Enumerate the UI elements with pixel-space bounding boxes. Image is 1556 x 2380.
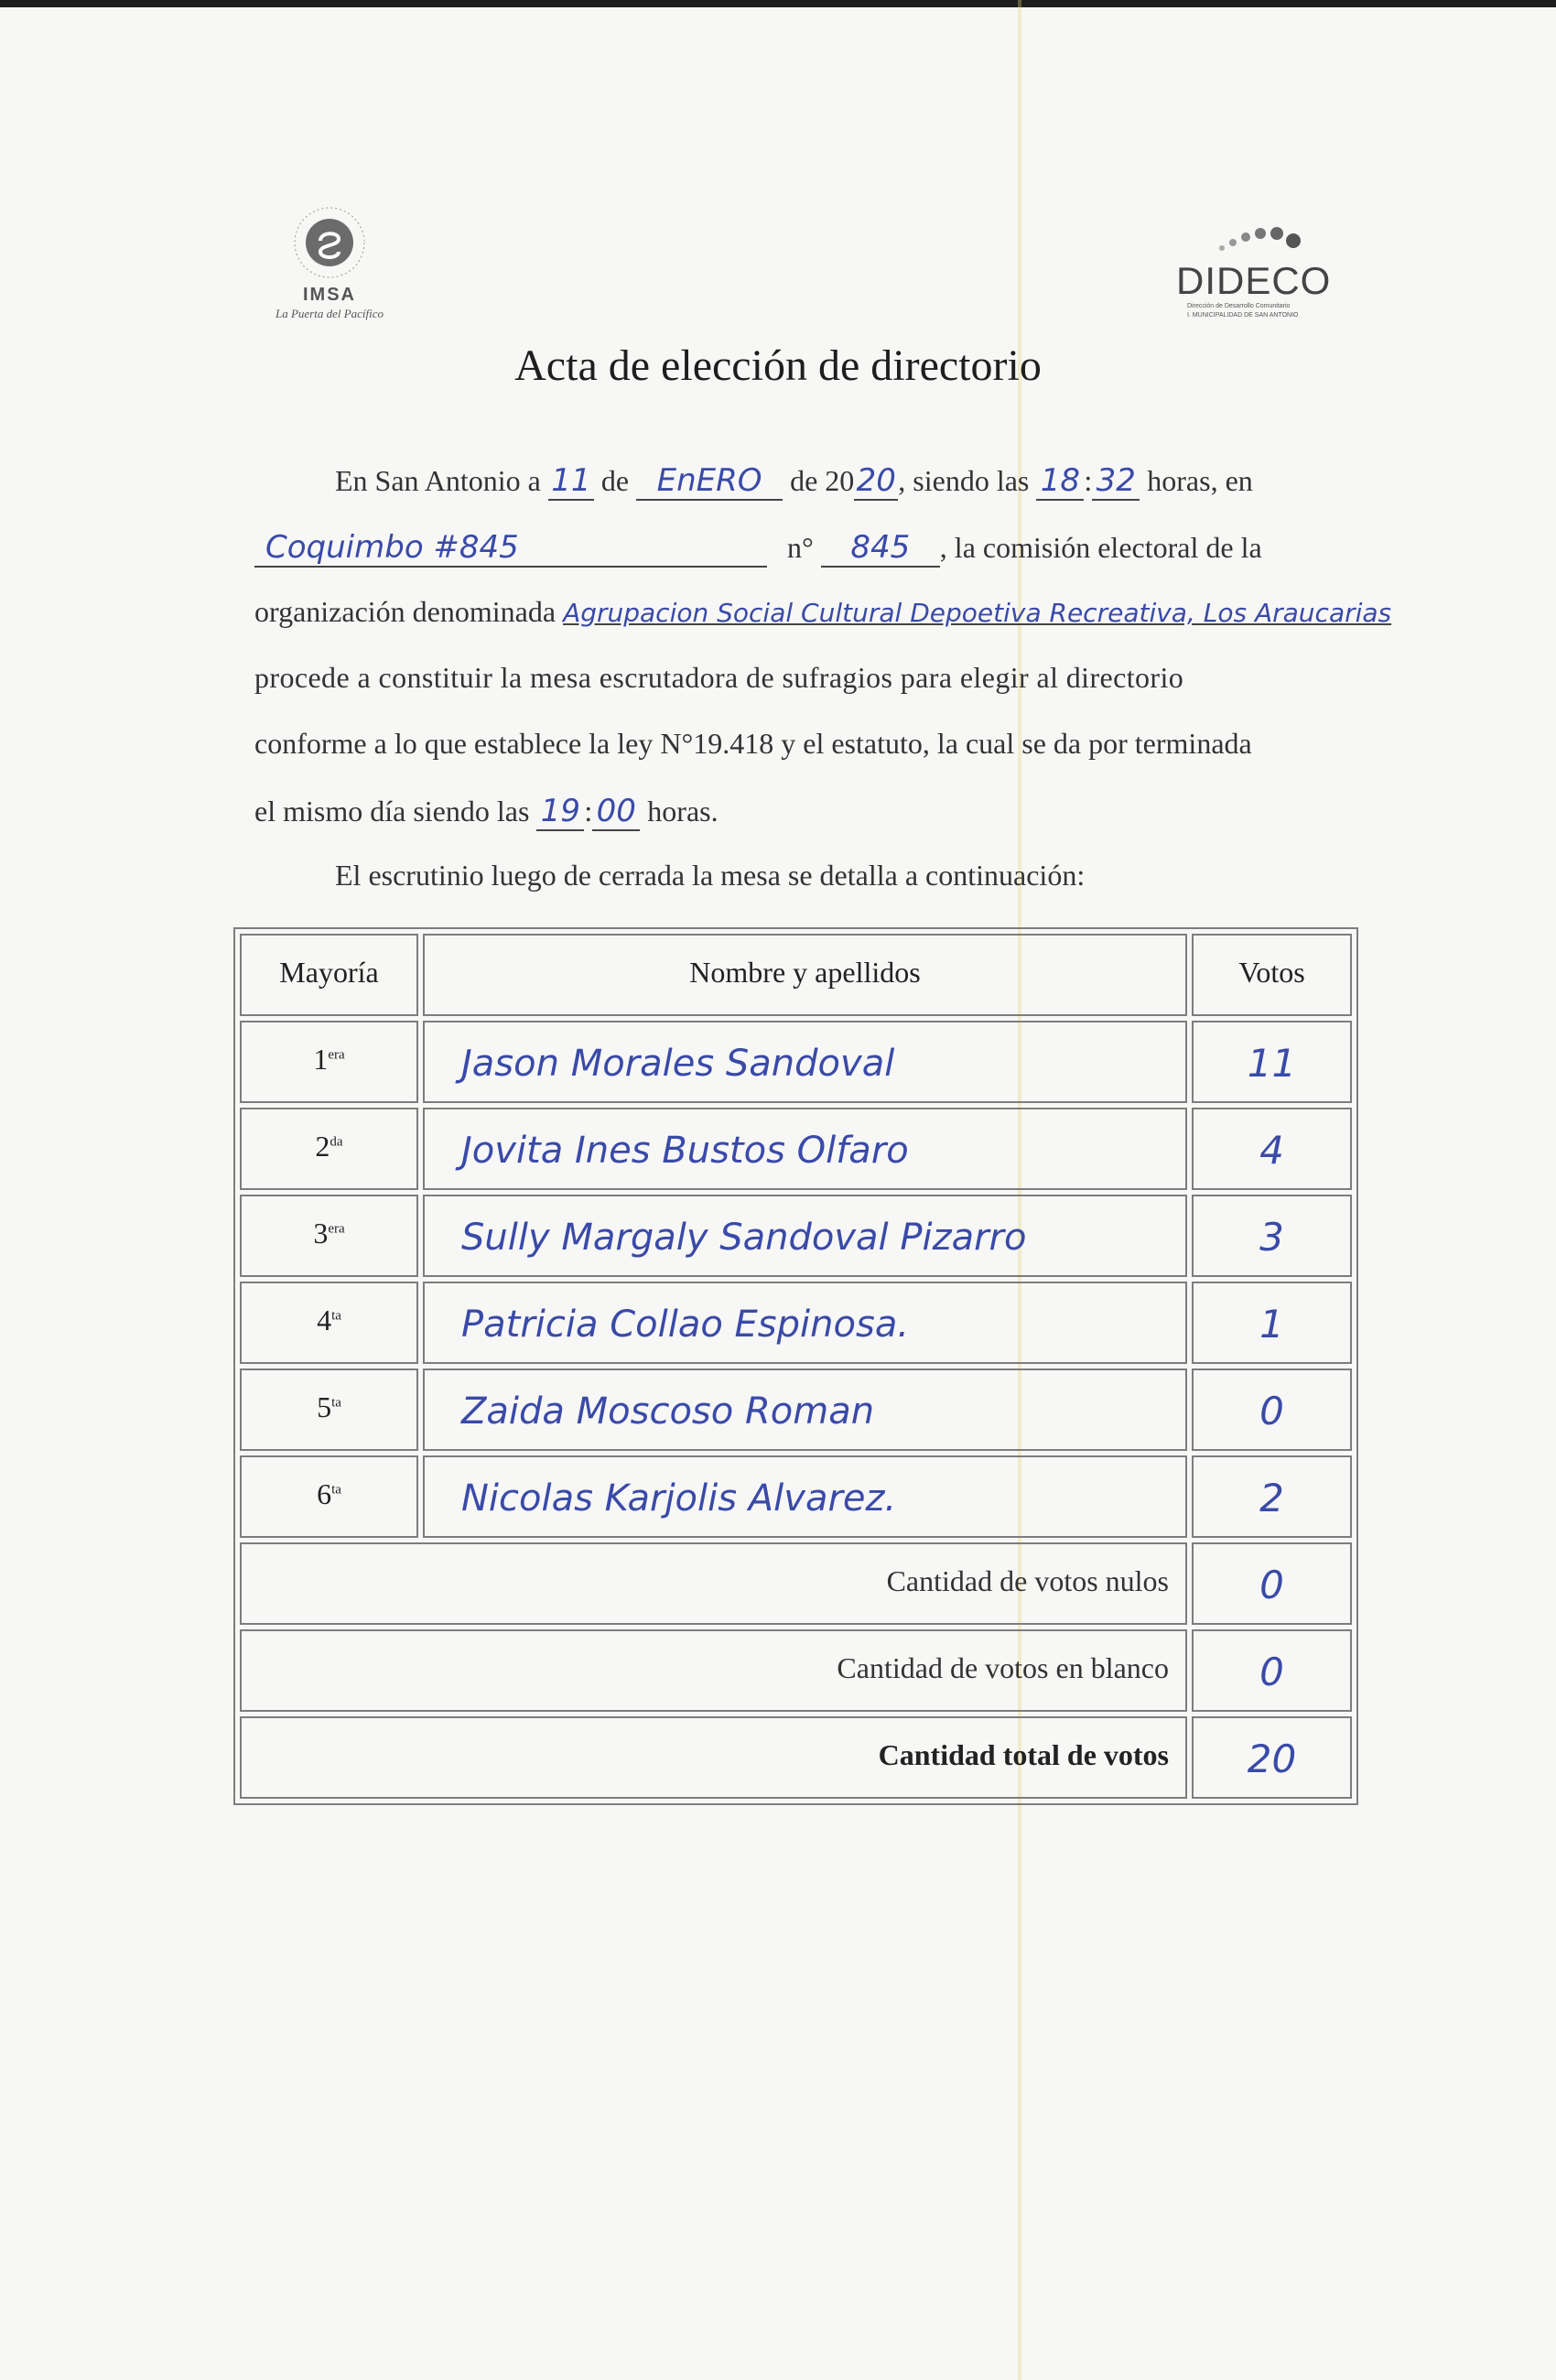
rank-label — [242, 1390, 416, 1424]
day-value: 11 — [551, 462, 591, 499]
text-fragment: , la comisión electoral de la — [939, 531, 1262, 564]
end-minute-field — [592, 793, 640, 831]
paragraph-line-2 — [254, 529, 1262, 584]
rank-suffix: da — [330, 1134, 343, 1150]
rank-suffix: ta — [331, 1395, 341, 1411]
paragraph-line-1: En San Antonio a 11 de EnERO de 2020, siendo las 18 : 32 horas, en — [335, 462, 1253, 499]
candidate-name: Jason Morales Sandoval — [461, 1043, 895, 1085]
dideco-municipality: I. MUNICIPALIDAD DE SAN ANTONIO — [1187, 312, 1299, 319]
header-rank — [240, 934, 418, 1016]
total-votes-cell — [1192, 1716, 1352, 1799]
rank-number: 3 — [313, 1217, 329, 1250]
imsa-tagline: La Puerta del Pacífico — [275, 307, 384, 320]
dideco-brand: DIDECO — [1176, 259, 1332, 302]
rank-number: 4 — [317, 1304, 332, 1336]
paragraph-line-5: conforme a lo que establece la ley N°19.418 y el estatuto, la cual se da por terminada — [254, 727, 1252, 760]
year-field — [854, 462, 898, 501]
table-row-name — [423, 1108, 1187, 1190]
header-name-label: Nombre y apellidos — [689, 956, 921, 989]
candidate-name: Nicolas Karjolis Alvarez. — [461, 1477, 897, 1520]
rank-number: 5 — [317, 1390, 332, 1423]
table-row-votes — [1192, 1282, 1352, 1364]
text-fragment: de 20 — [790, 464, 855, 497]
paragraph-line-4: procede a constituir la mesa escrutadora de sufragios para elegir al directorio — [254, 661, 1184, 694]
organization-value: Agrupacion Social Cultural Depoetiva Recreativa, Los Araucarias — [563, 598, 1392, 628]
end-hour-field — [536, 793, 584, 831]
table-row-rank — [240, 1282, 418, 1364]
total-votes-value: 20 — [1247, 1736, 1297, 1781]
month-field — [636, 462, 783, 501]
candidate-votes: 2 — [1259, 1476, 1284, 1520]
start-minute-value: 32 — [1096, 462, 1136, 499]
dideco-subtitle: Dirección de Desarrollo Comunitario — [1187, 303, 1291, 309]
rank-suffix: era — [328, 1221, 345, 1237]
null-votes-label: Cantidad de votos nulos — [886, 1564, 1169, 1597]
rank-label — [242, 1130, 416, 1163]
text-fragment: , siendo las — [898, 464, 1030, 497]
table-row-rank — [240, 1021, 418, 1103]
table-row-name — [423, 1368, 1187, 1451]
null-votes-row — [240, 1542, 1187, 1625]
header-votes — [1192, 934, 1352, 1016]
candidate-votes: 4 — [1259, 1128, 1284, 1173]
candidate-name: Zaida Moscoso Roman — [461, 1390, 875, 1433]
candidate-name: Sully Margaly Sandoval Pizarro — [461, 1217, 1027, 1259]
table-row-name — [423, 1021, 1187, 1103]
table-row-name — [423, 1455, 1187, 1538]
total-votes-row — [240, 1716, 1187, 1799]
rank-number: 6 — [317, 1477, 332, 1510]
rank-suffix: era — [328, 1047, 345, 1063]
rank-label — [242, 1043, 416, 1076]
start-hour-field — [1036, 462, 1084, 501]
blank-votes-row — [240, 1629, 1187, 1712]
rank-number: 1 — [313, 1043, 329, 1076]
table-row-votes — [1192, 1021, 1352, 1103]
table-row-name — [423, 1282, 1187, 1364]
candidate-votes: 1 — [1259, 1302, 1284, 1347]
number-field — [821, 529, 940, 568]
start-hour-value: 18 — [1040, 462, 1080, 499]
rank-suffix: ta — [331, 1308, 341, 1324]
paragraph-line-7: El escrutinio luego de cerrada la mesa se detalla a continuación: — [335, 859, 1086, 892]
text-fragment: n° — [787, 531, 814, 564]
imsa-brand: IMSA — [303, 285, 356, 305]
table-row-rank — [240, 1455, 418, 1538]
day-field — [548, 462, 594, 501]
rank-label — [242, 1217, 416, 1250]
paragraph-line-3 — [254, 595, 1391, 650]
table-row-rank — [240, 1108, 418, 1190]
text-fragment: horas. — [647, 795, 719, 828]
election-paragraph — [254, 0, 1392, 925]
table-row-votes — [1192, 1108, 1352, 1190]
candidate-votes: 3 — [1259, 1215, 1284, 1260]
header-votes-label: Votos — [1238, 956, 1305, 989]
address-field — [254, 529, 767, 568]
text-fragment: En San Antonio a — [335, 464, 541, 497]
paragraph-line-6: el mismo día siendo las 19 : 00 horas. — [254, 793, 719, 829]
candidate-name: Patricia Collao Espinosa. — [461, 1304, 910, 1346]
table-row-votes — [1192, 1195, 1352, 1277]
results-table — [233, 927, 1358, 1805]
null-votes-value: 0 — [1259, 1563, 1284, 1607]
candidate-votes: 11 — [1247, 1041, 1297, 1086]
address-value: Coquimbo #845 — [265, 529, 519, 566]
document-title: Acta de elección de directorio — [514, 341, 1042, 390]
year-value: 20 — [856, 462, 896, 499]
candidate-votes: 0 — [1259, 1389, 1284, 1433]
table-row-votes — [1192, 1455, 1352, 1538]
number-value: 845 — [850, 529, 911, 566]
table-row-votes — [1192, 1368, 1352, 1451]
text-fragment: organización denominada — [254, 595, 556, 628]
end-minute-value: 00 — [596, 793, 636, 829]
rank-suffix: ta — [331, 1482, 341, 1498]
candidate-name: Jovita Ines Bustos Olfaro — [461, 1130, 909, 1172]
table-row-rank — [240, 1195, 418, 1277]
text-fragment: horas, en — [1147, 464, 1253, 497]
month-value: EnERO — [656, 462, 762, 499]
table-row-name — [423, 1195, 1187, 1277]
blank-votes-value: 0 — [1259, 1650, 1284, 1694]
total-votes-label: Cantidad total de votos — [878, 1738, 1169, 1771]
start-minute-field — [1092, 462, 1140, 501]
end-hour-value: 19 — [540, 793, 581, 829]
header-rank-label: Mayoría — [279, 956, 379, 989]
rank-number: 2 — [315, 1130, 330, 1163]
text-fragment: el mismo día siendo las — [254, 795, 530, 828]
blank-votes-cell — [1192, 1629, 1352, 1712]
header-name — [423, 934, 1187, 1016]
rank-label — [242, 1304, 416, 1337]
null-votes-cell — [1192, 1542, 1352, 1625]
table-row-rank — [240, 1368, 418, 1451]
blank-votes-label: Cantidad de votos en blanco — [837, 1651, 1169, 1684]
rank-label — [242, 1477, 416, 1511]
text-fragment: de — [600, 464, 630, 497]
